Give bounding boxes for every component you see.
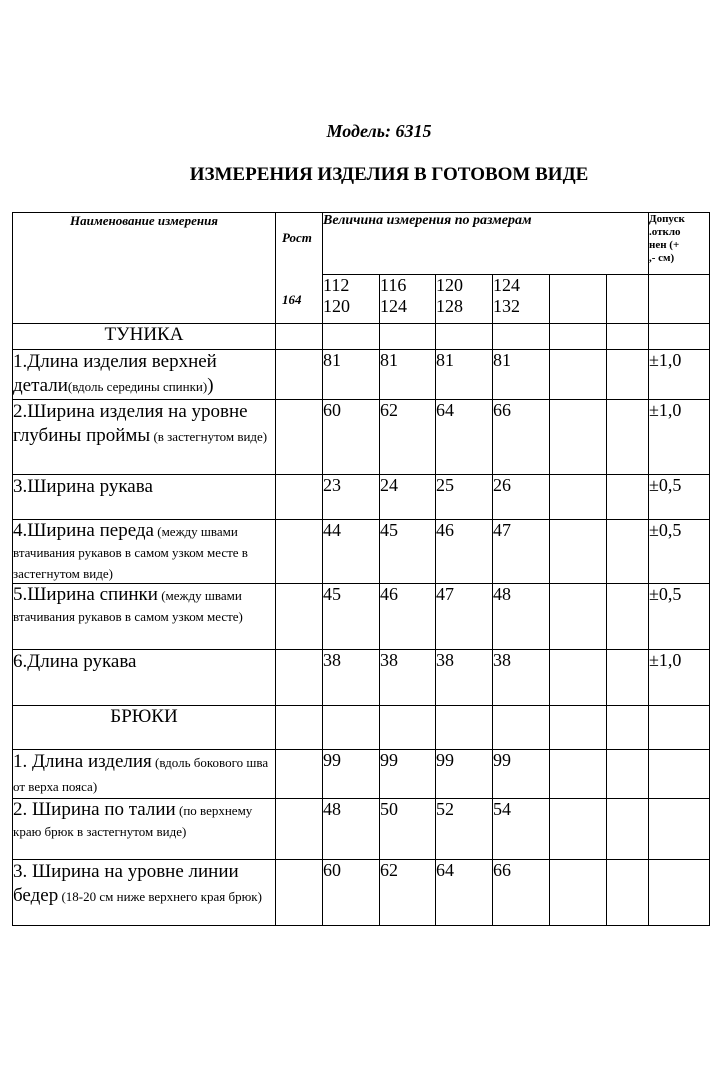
tolerance-value	[649, 799, 710, 860]
measurement-value: 99	[380, 750, 436, 799]
tolerance-value	[649, 750, 710, 799]
header-rost	[276, 213, 323, 324]
header-tolerance: Допуск .откло нен (+ ,- см)	[649, 213, 710, 275]
measurement-value: 62	[380, 400, 436, 475]
tolerance-value: ±1,0	[649, 650, 710, 706]
measurement-value: 81	[436, 350, 493, 400]
tolerance-value: ±1,0	[649, 350, 710, 400]
header-sizes: Величина измерения по размерам	[323, 213, 649, 275]
measurement-value: 60	[323, 860, 380, 926]
measurement-value: 64	[436, 400, 493, 475]
measurement-value: 26	[493, 475, 550, 520]
size-column-1: 112 120	[323, 275, 380, 324]
measurement-name: 2.Ширина изделия на уровне глубины проймы (в застегнутом виде)	[13, 400, 276, 475]
measurement-name: 4.Ширина переда (между швами втачивания рукавов в самом узком месте в застегнутом виде)	[13, 520, 276, 584]
model-title: Модель: 6315	[326, 121, 432, 141]
tolerance-value	[649, 860, 710, 926]
measurement-value: 81	[323, 350, 380, 400]
measurement-value: 45	[380, 520, 436, 584]
tolerance-value: ±0,5	[649, 475, 710, 520]
size-column-2: 116 124	[380, 275, 436, 324]
measurement-value: 38	[493, 650, 550, 706]
measurement-value: 60	[323, 400, 380, 475]
measurement-value: 48	[323, 799, 380, 860]
measurement-name: 3. Ширина на уровне линии бедер (18-20 см ниже верхнего края брюк)	[13, 860, 276, 926]
tolerance-value: ±0,5	[649, 584, 710, 650]
measurement-value: 38	[323, 650, 380, 706]
measurement-value: 62	[380, 860, 436, 926]
rost-value: 164	[282, 292, 302, 307]
size-column-4: 124 132	[493, 275, 550, 324]
header-measurement-name: Наименование измерения	[13, 213, 276, 324]
measurement-value: 54	[493, 799, 550, 860]
measurement-value: 24	[380, 475, 436, 520]
measurement-value: 46	[380, 584, 436, 650]
measurement-value: 45	[323, 584, 380, 650]
measurement-value: 81	[493, 350, 550, 400]
measurement-value: 38	[436, 650, 493, 706]
section-title: ТУНИКА	[13, 324, 276, 350]
rost-label: Рост	[282, 230, 312, 245]
measurement-value: 52	[436, 799, 493, 860]
measurement-value: 47	[436, 584, 493, 650]
measurement-value: 47	[493, 520, 550, 584]
section-title: БРЮКИ	[13, 706, 276, 750]
measurement-value: 38	[380, 650, 436, 706]
measurement-name: 2. Ширина по талии (по верхнему краю брюк в застегнутом виде)	[13, 799, 276, 860]
measurement-name: 1. Длина изделия (вдоль бокового шва от верха пояса)	[13, 750, 276, 799]
measurement-name: 5.Ширина спинки (между швами втачивания рукавов в самом узком месте)	[13, 584, 276, 650]
measurement-value: 48	[493, 584, 550, 650]
measurement-value: 81	[380, 350, 436, 400]
measurement-name: 3.Ширина рукава	[13, 475, 276, 520]
measurement-value: 23	[323, 475, 380, 520]
measurement-value: 25	[436, 475, 493, 520]
measurement-value: 46	[436, 520, 493, 584]
document-title: ИЗМЕРЕНИЯ ИЗДЕЛИЯ В ГОТОВОМ ВИДЕ	[189, 164, 589, 185]
measurement-name: 6.Длина рукава	[13, 650, 276, 706]
measurement-value: 99	[493, 750, 550, 799]
measurement-value: 99	[323, 750, 380, 799]
tolerance-value: ±1,0	[649, 400, 710, 475]
measurement-value: 99	[436, 750, 493, 799]
tolerance-value: ±0,5	[649, 520, 710, 584]
measurement-value: 66	[493, 400, 550, 475]
measurement-value: 66	[493, 860, 550, 926]
measurement-value: 44	[323, 520, 380, 584]
measurement-name: 1.Длина изделия верхней детали(вдоль середины спинки))	[13, 350, 276, 400]
measurement-value: 50	[380, 799, 436, 860]
measurements-table	[12, 212, 710, 926]
measurement-value: 64	[436, 860, 493, 926]
size-column-3: 120 128	[436, 275, 493, 324]
